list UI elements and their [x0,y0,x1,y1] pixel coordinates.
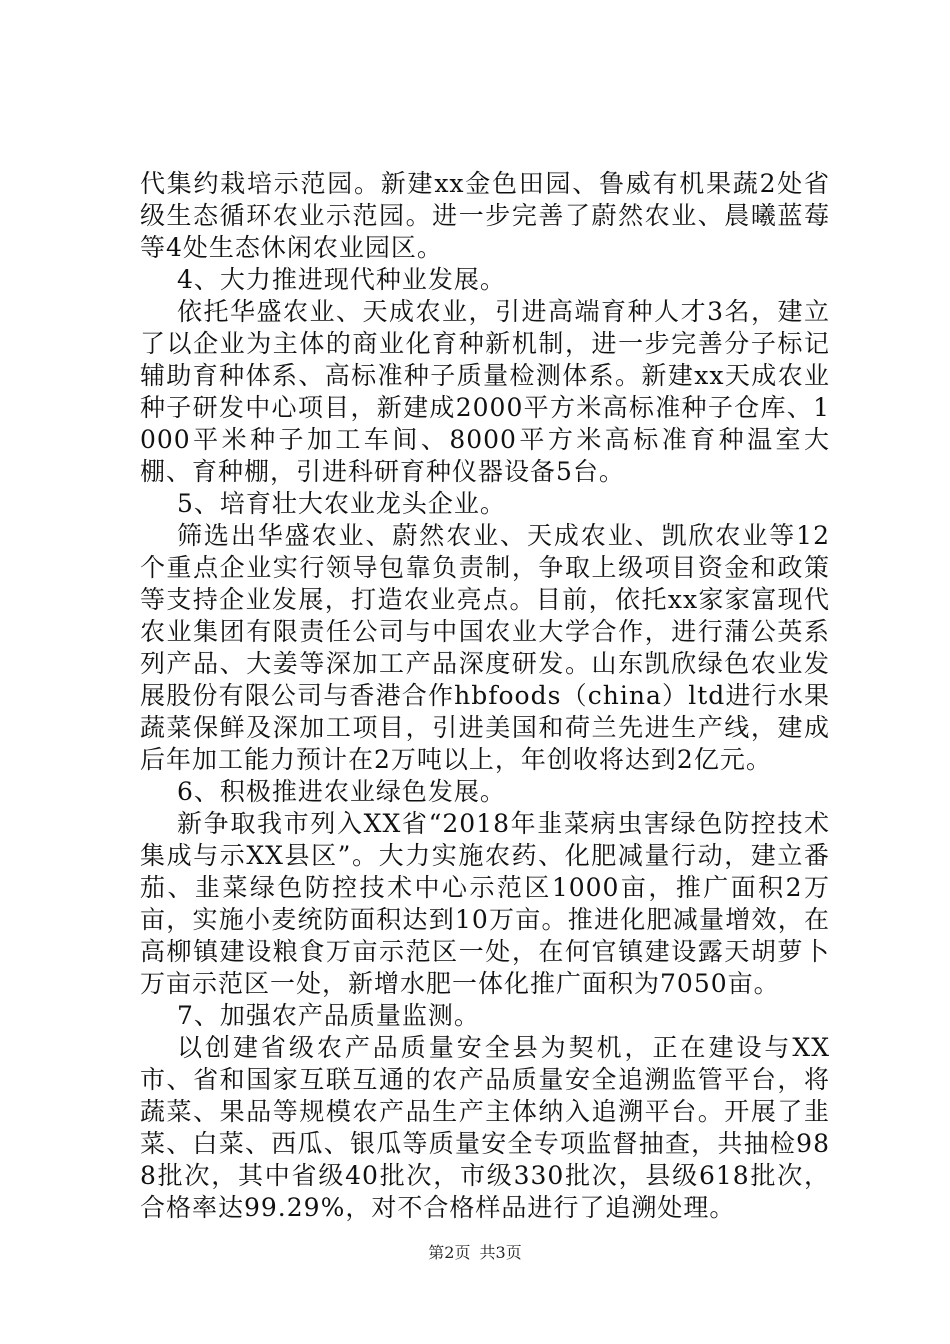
paragraph-quality-monitoring: 以创建省级农产品质量安全县为契机，正在建设与XX市、省和国家互联互通的农产品质量安全追溯监管平台，将蔬菜、果品等规模农产品生产主体纳入追溯平台。开展了韭菜、白菜、西瓜、银瓜等质量安全专项监督抽查，共抽检988批次，其中省级40批次，市级330批次，县级618批次，合格率达99.29%，对不合格样品进行了追溯处理。 [140,1033,830,1222]
paragraph-green-development: 新争取我市列入XX省“2018年韭菜病虫害绿色防控技术集成与示XX县区”。大力实施农药、化肥减量行动，建立番茄、韭菜绿色防控技术中心示范区1000亩，推广面积2万亩，实施小麦统防面积达到10万亩。推进化肥减量增效，在高柳镇建设粮食万亩示范区一处，在何官镇建设露天胡萝卜万亩示范区一处，新增水肥一体化推广面积为7050亩。 [140,809,830,998]
paragraph-continuation: 代集约栽培示范园。新建xx金色田园、鲁威有机果蔬2处省级生态循环农业示范园。进一步完善了蔚然农业、晨曦蓝莓等4处生态休闲农业园区。 [140,169,830,262]
page-number: 第2页 [428,1243,471,1262]
document-body [140,168,830,1224]
section-heading-6: 6、积极推进农业绿色发展。 [177,777,506,806]
section-heading-7: 7、加强农产品质量监测。 [177,1001,480,1030]
paragraph-leading-enterprises: 筛选出华盛农业、蔚然农业、天成农业、凯欣农业等12个重点企业实行领导包靠负责制，争取上级项目资金和政策等支持企业发展，打造农业亮点。目前，依托xx家家富现代农业集团有限责任公司与中国农业大学合作，进行蒲公英系列产品、大姜等深加工产品深度研发。山东凯欣绿色农业发展股份有限公司与香港合作hbfoods（china）ltd进行水果蔬菜保鲜及深加工项目，引进美国和荷兰先进生产线，建成后年加工能力预计在2万吨以上，年创收将达到2亿元。 [140,521,830,774]
paragraph-seed-industry: 依托华盛农业、天成农业，引进高端育种人才3名，建立了以企业为主体的商业化育种新机制，进一步完善分子标记辅助育种体系、高标准种子质量检测体系。新建xx天成农业种子研发中心项目，新建成2000平方米高标准种子仓库、1000平米种子加工车间、8000平方米高标准育种温室大棚、育种棚，引进科研育种仪器设备5台。 [140,297,830,486]
page-total: 共3页 [479,1243,522,1262]
page-footer [0,1240,950,1263]
section-heading-4: 4、大力推进现代种业发展。 [177,265,506,294]
section-heading-5: 5、培育壮大农业龙头企业。 [177,489,506,518]
